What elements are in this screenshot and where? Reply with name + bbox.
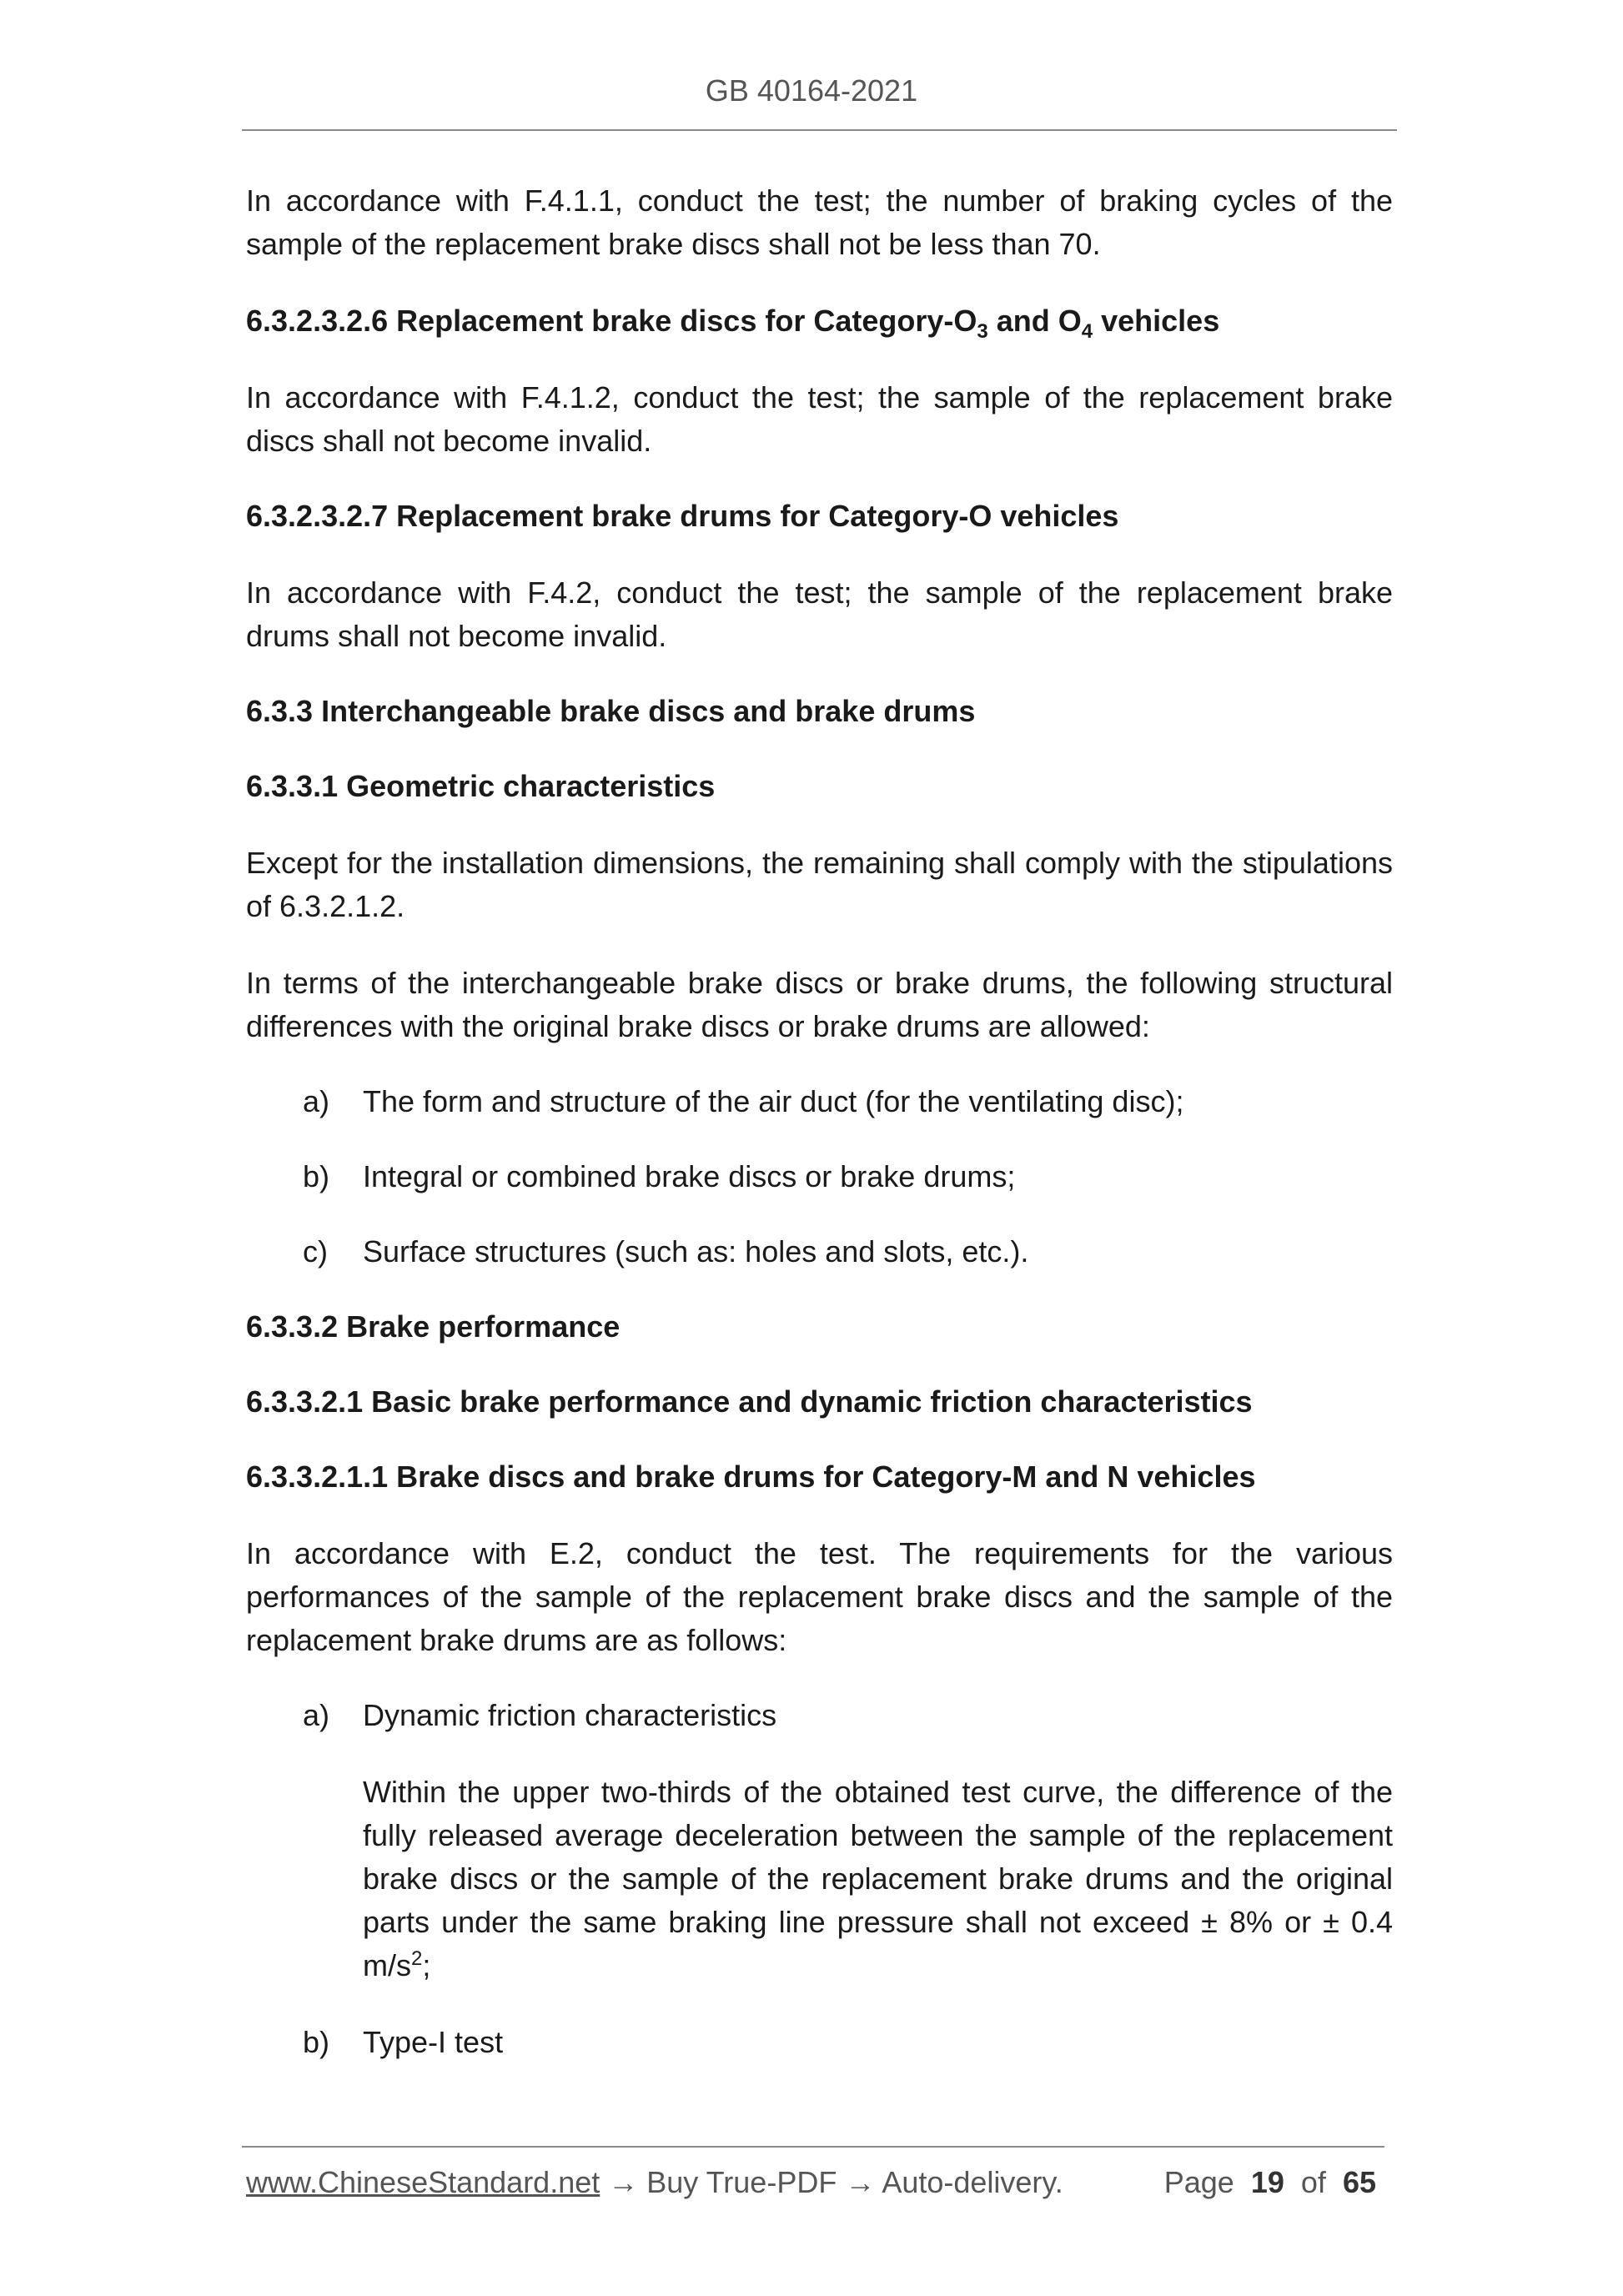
of-label: of	[1300, 2165, 1326, 2199]
subscript: 4	[1081, 320, 1093, 344]
paragraph: In terms of the interchangeable brake discs or brake drums, the following structural differences with the original brake discs or brake drums are allowed:	[246, 966, 1393, 1043]
document-footer	[246, 2165, 1384, 2200]
paragraph: In accordance with E.2, conduct the test. The requirements for the various performances of the sample of the replacement brake discs and the sample of the replacement brake drums are as follows:	[246, 1536, 1393, 1657]
list-marker: a)	[303, 1084, 330, 1118]
list-marker: c)	[303, 1234, 328, 1269]
section-heading: 6.3.2.3.2.7 Replacement brake drums for Category-O vehicles	[246, 499, 1119, 533]
paragraph: In accordance with F.4.1.2, conduct the test; the sample of the replacement brake discs shall not become invalid.	[246, 380, 1393, 458]
paragraph: In accordance with F.4.2, conduct the test; the sample of the replacement brake drums shall not become invalid.	[246, 575, 1393, 653]
list-item	[246, 1694, 1393, 1737]
list-item-text: The form and structure of the air duct (for the ventilating disc);	[363, 1084, 1184, 1118]
header-divider	[242, 129, 1397, 131]
section-heading	[246, 299, 1393, 343]
list-item-text: Surface structures (such as: holes and slots, etc.).	[363, 1234, 1029, 1269]
heading-text: vehicles	[1093, 304, 1220, 338]
list-item-text: Type-I test	[363, 2025, 504, 2059]
superscript: 2	[411, 1947, 423, 1970]
heading-text: and O	[987, 304, 1082, 338]
paragraph: Except for the installation dimensions, the remaining shall comply with the stipulations of 6.3.2.1.2.	[246, 846, 1393, 923]
section-heading: 6.3.3.2.1 Basic brake performance and dynamic friction characteristics	[246, 1384, 1253, 1419]
footer-divider	[242, 2146, 1384, 2148]
section-heading: 6.3.3.2 Brake performance	[246, 1309, 621, 1344]
section-heading: 6.3.3.1 Geometric characteristics	[246, 769, 716, 803]
section-heading: 6.3.3 Interchangeable brake discs and brake drums	[246, 694, 976, 728]
section-heading: 6.3.3.2.1.1 Brake discs and brake drums for Category-M and N vehicles	[246, 1459, 1256, 1494]
heading-text: 6.3.2.3.2.6 Replacement brake discs for Category-O	[246, 304, 977, 338]
list-item	[246, 1155, 1393, 1198]
list-item-text: Dynamic friction characteristics	[363, 1698, 777, 1732]
document-body	[246, 179, 1393, 2064]
subscript: 3	[977, 320, 988, 344]
list-item	[246, 1230, 1393, 1274]
page-total: 65	[1342, 2165, 1376, 2199]
page-label: Page	[1163, 2165, 1234, 2199]
document-header: GB 40164-2021	[705, 73, 918, 108]
promo-text: → Buy True-PDF → Auto-delivery.	[600, 2165, 1063, 2199]
paragraph: In accordance with F.4.1.1, conduct the test; the number of braking cycles of the sample of the replacement brake discs shall not be less than 70.	[246, 183, 1393, 261]
website-link[interactable]: www.ChineseStandard.net	[246, 2165, 600, 2199]
list-item	[246, 1080, 1393, 1123]
list-item-body	[246, 1771, 1393, 1987]
list-marker: b)	[303, 1159, 330, 1193]
list-item-text: Integral or combined brake discs or brake drums;	[363, 1159, 1016, 1193]
body-text: ;	[422, 1948, 431, 1982]
page-indicator	[1164, 2165, 1376, 2200]
list-marker: a)	[303, 1698, 330, 1732]
list-marker: b)	[303, 2025, 330, 2059]
body-text: Within the upper two-thirds of the obtained test curve, the difference of the fully released average deceleration between the sample of the replacement brake discs or the sample of the replacement brake drums and the original parts under the same braking line pressure shall not exceed ± 8% or ± 0.4 m/s	[363, 1775, 1393, 1982]
list-item	[246, 2021, 1393, 2064]
page-number: 19	[1250, 2165, 1284, 2199]
